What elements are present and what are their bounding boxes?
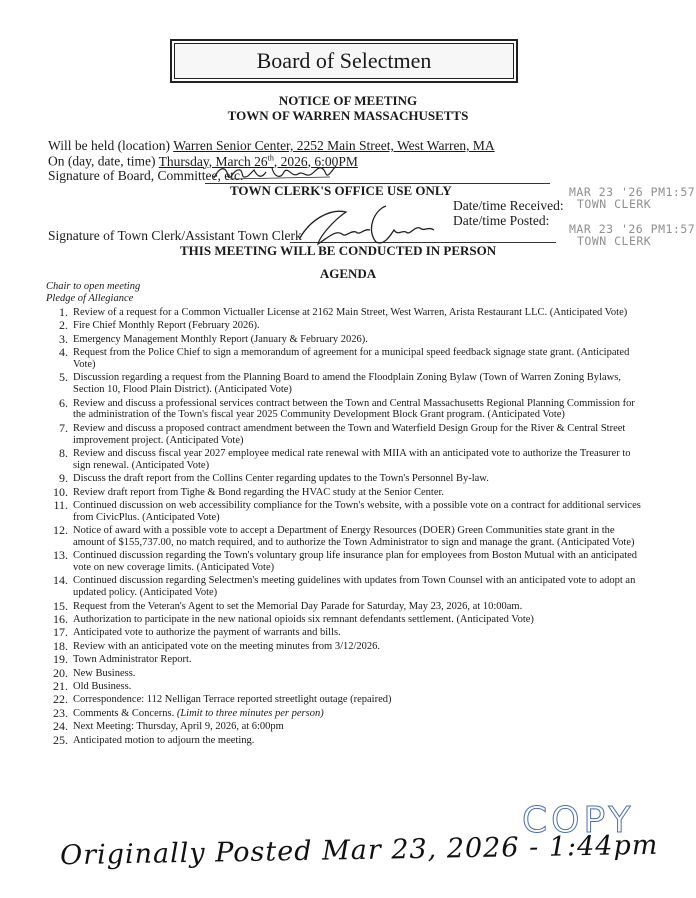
agenda-item-text — [73, 614, 645, 626]
received-stamp-office: TOWN CLERK — [577, 197, 652, 211]
copy-stamp: COPY — [522, 800, 635, 841]
agenda-item — [45, 575, 645, 599]
board-signature-label: Signature of Board, Committee, etc. — [48, 168, 244, 183]
agenda-item — [45, 638, 645, 653]
agenda-item-text — [73, 307, 645, 319]
agenda-item-number: 16. — [53, 612, 68, 627]
agenda-item-text — [73, 320, 645, 332]
town-title: TOWN OF WARREN MASSACHUSETTS — [227, 108, 469, 123]
agenda-item-body: Fire Chief Monthly Report (February 2026). — [73, 320, 260, 332]
agenda-item — [45, 473, 645, 485]
received-stamp — [569, 186, 695, 210]
handwritten-posted-note: Originally Posted Mar 23, 2026 - 1:44pm — [59, 829, 659, 872]
agenda-item-text — [73, 398, 645, 422]
agenda-item — [45, 694, 645, 706]
agenda-item-body: Anticipated motion to adjourn the meeting. — [73, 734, 255, 746]
agenda-item-text — [73, 668, 645, 680]
agenda-item-body: Anticipated vote to authorize the payment of warrants and bills. — [73, 627, 341, 639]
agenda-item-body: Continued discussion regarding the Town's voluntary group life insurance plan for employees from Boston Mutual with an anticipated vote on new coverage limits. (Anticipated Vote) — [73, 550, 638, 574]
agenda-item-text — [73, 525, 645, 549]
agenda-item-number: 7. — [59, 420, 68, 435]
agenda-item-text — [73, 627, 645, 639]
agenda-list — [45, 307, 645, 748]
agenda-item-body: Review with an anticipated vote on the meeting minutes from 3/12/2026. — [73, 640, 381, 652]
agenda-item-text — [73, 423, 645, 447]
agenda-item-text — [73, 694, 645, 706]
location-value: Warren Senior Center, 2252 Main Street, West Warren, MA — [173, 138, 495, 153]
agenda-item-text — [73, 681, 645, 693]
agenda-item-body: Old Business. — [73, 680, 132, 692]
agenda-item-body: Discuss the draft report from the Collins Center regarding updates to the Town's Personnel By-law. — [73, 473, 489, 485]
agenda-item-body: Review and discuss a professional services contract between the Town and Central Massachusetts Regional Planning Commission for the administration of the Town's fiscal year 2025 Community Development Block Grant program. (Anticipated Vote) — [73, 397, 635, 421]
agenda-item-body: Discussion regarding a request from the Planning Board to amend the Floodplain Zoning Bylaw (Town of Warren Zoning Bylaws, Section 10, Flood Plain District). (Anticipated Vote) — [73, 372, 621, 396]
agenda-item-body: Review and discuss fiscal year 2027 employee medical rate renewal with MIIA with an anticipated vote to authorize the Treasurer to sign renewal. (Anticipated Vote) — [73, 447, 631, 471]
agenda-item-number: 6. — [59, 395, 68, 410]
agenda-item-number: 4. — [59, 345, 68, 360]
agenda-item-body: New Business. — [73, 667, 136, 679]
agenda-item-note: (Limit to three minutes per person) — [176, 707, 324, 719]
location-label: Will be held (location) — [48, 138, 171, 153]
agenda-item-body: Continued discussion regarding Selectmen's meeting guidelines with updates from Town Counsel with an anticipated vote to adopt an updated policy. (Anticipated Vote) — [73, 575, 636, 599]
agenda-item-body: Town Administrator Report. — [73, 654, 192, 666]
agenda-item — [45, 484, 645, 499]
agenda-item — [45, 347, 645, 371]
agenda-item-text — [73, 641, 645, 653]
agenda-item-number: 3. — [59, 331, 68, 346]
agenda-item-number: 5. — [59, 370, 68, 385]
agenda-item-number: 19. — [53, 652, 68, 667]
agenda-item-number: 20. — [53, 665, 68, 680]
agenda-item-number: 8. — [59, 445, 68, 460]
agenda-item-body: Next Meeting: Thursday, April 9, 2026, at 6:00pm — [73, 721, 284, 733]
agenda-item-text — [73, 601, 645, 613]
agenda-item-text — [73, 372, 645, 396]
agenda-item-text — [73, 334, 645, 346]
agenda-item-number: 17. — [53, 625, 68, 640]
agenda-item — [45, 497, 645, 524]
agenda-item-body: Comments & Concerns. — [73, 707, 175, 719]
agenda-item-body: Review draft report from Tighe & Bond regarding the HVAC study at the Senior Center. — [73, 486, 445, 498]
board-title: Board of Selectmen — [256, 48, 432, 73]
agenda-item-body: Authorization to participate in the new national opioids six remnant defendants settlement. (Anticipated Vote) — [73, 614, 534, 626]
date-label: On (day, date, time) — [48, 153, 156, 169]
agenda-item-text — [73, 448, 645, 472]
agenda-item-number: 21. — [53, 678, 68, 693]
agenda-item-number: 14. — [53, 573, 68, 588]
agenda-item-text — [73, 487, 645, 499]
date-value: Thursday, March 26th, 2026, 6:00PM — [158, 153, 358, 169]
posted-stamp-office: TOWN CLERK — [577, 234, 652, 248]
agenda-item — [45, 654, 645, 666]
agenda-item-body: Emergency Management Monthly Report (January & February 2026). — [73, 333, 368, 345]
posted-label: Date/time Posted: — [453, 213, 550, 228]
agenda-item-body: Notice of award with a possible vote to accept a Department of Energy Resources (DOER) Green Communities state grant in the amount of $155,737.00, no match required, and to authorize the Town Administrator to sign and manage the grant. (Anticipated Vote) — [73, 525, 635, 548]
agenda-item — [45, 732, 645, 747]
agenda-item — [45, 395, 645, 422]
agenda-item-text — [73, 708, 645, 720]
agenda-item-text — [73, 550, 645, 574]
agenda-item-number: 23. — [53, 705, 68, 720]
clerk-signature-label: Signature of Town Clerk/Assistant Town Clerk — [48, 228, 302, 243]
location-line — [48, 138, 495, 154]
agenda-item-number: 13. — [53, 548, 68, 563]
agenda-item-text — [73, 500, 645, 524]
agenda-item — [45, 372, 645, 396]
chair-open: Chair to open meeting — [46, 281, 141, 292]
agenda-item-body: Review and discuss a proposed contract amendment between the Town and Waterfield Design Group for the River & Central Street improvement project. (Anticipated Vote) — [73, 422, 626, 446]
agenda-item-body: Correspondence: 112 Nelligan Terrace reported streetlight outage (repaired) — [73, 694, 392, 706]
agenda-item-number: 25. — [53, 732, 68, 747]
posted-stamp-date: MAR 23 '26 PM1:57 — [569, 222, 696, 236]
agenda-item — [45, 331, 645, 346]
agenda-item — [45, 307, 645, 319]
agenda-item-text — [73, 654, 645, 666]
agenda-item-number: 1. — [59, 305, 68, 319]
agenda-item-body: Review of a request for a Common Victualler License at 2162 Main Street, West Warren, Arista Restaurant LLC. (Anticipated Vote) — [73, 307, 628, 318]
clerk-use-only: TOWN CLERK'S OFFICE USE ONLY — [230, 183, 452, 198]
agenda-item-text — [73, 473, 645, 485]
agenda-item-number: 22. — [53, 692, 68, 707]
agenda-item — [45, 598, 645, 613]
agenda-heading: AGENDA — [319, 266, 377, 281]
agenda-item-number: 15. — [53, 598, 68, 613]
agenda-item — [45, 614, 645, 626]
agenda-item — [45, 525, 645, 549]
agenda-item-number: 9. — [59, 471, 68, 486]
agenda-item-body: Request from the Veteran's Agent to set the Memorial Day Parade for Saturday, May 23, 2026, at 10:00am. — [73, 600, 523, 612]
agenda-item-text — [73, 735, 645, 747]
agenda-item — [45, 721, 645, 733]
agenda-item-text — [73, 347, 645, 371]
agenda-item-number: 12. — [53, 523, 68, 538]
agenda-item — [45, 678, 645, 693]
notice-title: NOTICE OF MEETING — [278, 93, 418, 108]
agenda-item — [45, 705, 645, 720]
agenda-item-body: Request from the Police Chief to sign a memorandum of agreement for a municipal speed feedback signage state grant. (Anticipated Vote) — [73, 347, 630, 370]
board-title-box — [170, 39, 518, 83]
agenda-item — [45, 665, 645, 680]
agenda-item-text — [73, 575, 645, 599]
agenda-item-number: 11. — [53, 497, 68, 512]
agenda-item-number: 10. — [53, 484, 68, 499]
agenda-item — [45, 550, 645, 574]
agenda-item — [45, 627, 645, 639]
posted-stamp — [569, 223, 695, 247]
agenda-item — [45, 320, 645, 332]
agenda-item — [45, 420, 645, 447]
agenda-item-number: 18. — [53, 638, 68, 653]
received-label: Date/time Received: — [453, 198, 564, 213]
agenda-item-number: 24. — [53, 719, 68, 734]
agenda-item-body: Continued discussion on web accessibility compliance for the Town's website, with a possible vote on a contract for additional services from CivicPlus. (Anticipated Vote) — [73, 499, 641, 523]
agenda-item — [45, 445, 645, 472]
pledge: Pledge of Allegiance — [46, 293, 134, 304]
agenda-item-text — [73, 721, 645, 733]
received-stamp-date: MAR 23 '26 PM1:57 — [569, 185, 696, 199]
agenda-item-number: 2. — [59, 318, 68, 333]
in-person-notice: THIS MEETING WILL BE CONDUCTED IN PERSON — [180, 243, 497, 258]
